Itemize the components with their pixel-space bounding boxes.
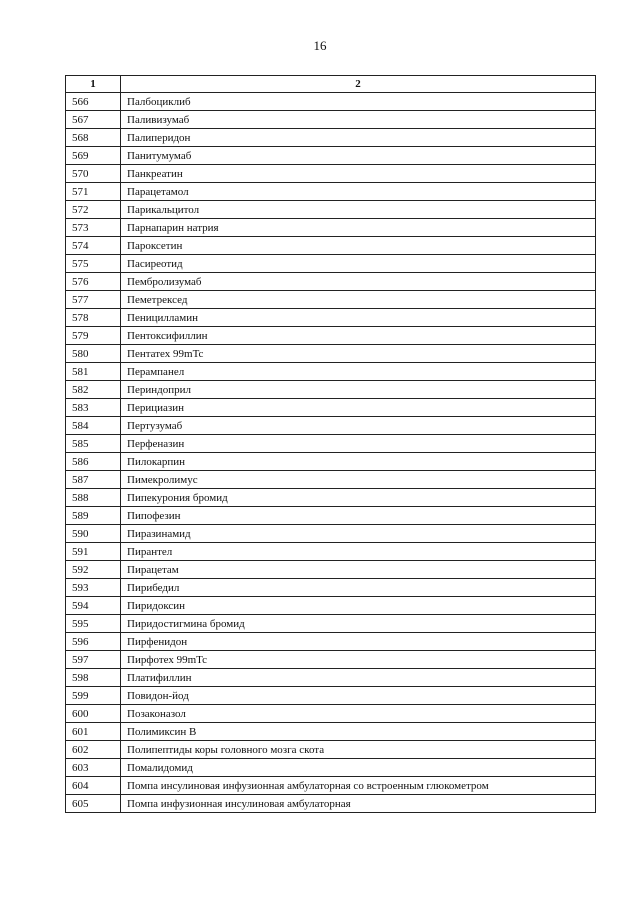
- row-number: 571: [66, 183, 121, 201]
- table-row: [66, 147, 596, 165]
- drug-name: Пирфотех 99mTc: [121, 651, 596, 669]
- table-row: [66, 507, 596, 525]
- drug-name: Парикальцитол: [121, 201, 596, 219]
- row-number: 592: [66, 561, 121, 579]
- row-number: 582: [66, 381, 121, 399]
- drug-name: Помалидомид: [121, 759, 596, 777]
- drug-name: Перампанел: [121, 363, 596, 381]
- row-number: 597: [66, 651, 121, 669]
- row-number: 570: [66, 165, 121, 183]
- drug-name: Палбоциклиб: [121, 93, 596, 111]
- table-row: [66, 129, 596, 147]
- table-row: [66, 489, 596, 507]
- table-row: [66, 273, 596, 291]
- drug-name: Перфеназин: [121, 435, 596, 453]
- drug-name: Периндоприл: [121, 381, 596, 399]
- table-row: [66, 399, 596, 417]
- table-row: [66, 291, 596, 309]
- row-number: 581: [66, 363, 121, 381]
- table-row: [66, 759, 596, 777]
- table-row: [66, 417, 596, 435]
- page-number: 16: [313, 38, 327, 53]
- row-number: 604: [66, 777, 121, 795]
- row-number: 602: [66, 741, 121, 759]
- drug-name: Пентатех 99mTc: [121, 345, 596, 363]
- row-number: 586: [66, 453, 121, 471]
- row-number: 583: [66, 399, 121, 417]
- drug-name: Перициазин: [121, 399, 596, 417]
- drug-name: Панкреатин: [121, 165, 596, 183]
- table-row: [66, 363, 596, 381]
- table-row: [66, 237, 596, 255]
- drug-name: Позаконазол: [121, 705, 596, 723]
- drug-name: Полипептиды коры головного мозга скота: [121, 741, 596, 759]
- row-number: 578: [66, 309, 121, 327]
- drug-name: Парнапарин натрия: [121, 219, 596, 237]
- row-number: 577: [66, 291, 121, 309]
- table-row: [66, 165, 596, 183]
- row-number: 601: [66, 723, 121, 741]
- table-row: [66, 381, 596, 399]
- row-number: 603: [66, 759, 121, 777]
- row-number: 567: [66, 111, 121, 129]
- table-row: [66, 687, 596, 705]
- table-row: [66, 777, 596, 795]
- row-number: 587: [66, 471, 121, 489]
- drug-name: Пирантел: [121, 543, 596, 561]
- row-number: 605: [66, 795, 121, 813]
- table-row: [66, 561, 596, 579]
- drug-name: Пилокарпин: [121, 453, 596, 471]
- table-row: [66, 525, 596, 543]
- row-number: 566: [66, 93, 121, 111]
- table-row: [66, 705, 596, 723]
- drug-name: Пипекурония бромид: [121, 489, 596, 507]
- drug-name: Полимиксин В: [121, 723, 596, 741]
- drug-name: Пасиреотид: [121, 255, 596, 273]
- row-number: 572: [66, 201, 121, 219]
- row-number: 599: [66, 687, 121, 705]
- drug-name: Пароксетин: [121, 237, 596, 255]
- table-row: [66, 435, 596, 453]
- table-row: [66, 615, 596, 633]
- table-row: [66, 255, 596, 273]
- row-number: 591: [66, 543, 121, 561]
- table-row: [66, 579, 596, 597]
- drug-name: Пеметрексед: [121, 291, 596, 309]
- row-number: 595: [66, 615, 121, 633]
- row-number: 598: [66, 669, 121, 687]
- table-row: [66, 669, 596, 687]
- table-row: [66, 201, 596, 219]
- table-row: [66, 111, 596, 129]
- drug-name: Повидон-йод: [121, 687, 596, 705]
- table-row: [66, 345, 596, 363]
- table-row: [66, 741, 596, 759]
- drug-name: Паливизумаб: [121, 111, 596, 129]
- drug-name: Помпа инсулиновая инфузионная амбулаторная со встроенным глюкометром: [121, 777, 596, 795]
- row-number: 590: [66, 525, 121, 543]
- drug-name: Пембролизумаб: [121, 273, 596, 291]
- drug-registry-table: [65, 75, 596, 813]
- drug-name: Пентоксифиллин: [121, 327, 596, 345]
- drug-name: Помпа инфузионная инсулиновая амбулаторная: [121, 795, 596, 813]
- table-header-row: [66, 76, 596, 93]
- drug-name: Пеницилламин: [121, 309, 596, 327]
- drug-name: Парацетамол: [121, 183, 596, 201]
- table-row: [66, 309, 596, 327]
- table-row: [66, 597, 596, 615]
- table-row: [66, 651, 596, 669]
- row-number: 593: [66, 579, 121, 597]
- row-number: 600: [66, 705, 121, 723]
- drug-name: Пимекролимус: [121, 471, 596, 489]
- row-number: 589: [66, 507, 121, 525]
- row-number: 569: [66, 147, 121, 165]
- drug-name: Пипофезин: [121, 507, 596, 525]
- table-row: [66, 93, 596, 111]
- row-number: 588: [66, 489, 121, 507]
- drug-name: Панитумумаб: [121, 147, 596, 165]
- drug-name: Пирацетам: [121, 561, 596, 579]
- row-number: 576: [66, 273, 121, 291]
- drug-name: Пирфенидон: [121, 633, 596, 651]
- table-body: [66, 93, 596, 813]
- drug-name: Пиридоксин: [121, 597, 596, 615]
- table-row: [66, 327, 596, 345]
- row-number: 568: [66, 129, 121, 147]
- table-row: [66, 543, 596, 561]
- column-header-number: 1: [66, 76, 121, 93]
- row-number: 574: [66, 237, 121, 255]
- drug-name: Пирибедил: [121, 579, 596, 597]
- row-number: 584: [66, 417, 121, 435]
- row-number: 585: [66, 435, 121, 453]
- drug-name: Палиперидон: [121, 129, 596, 147]
- row-number: 575: [66, 255, 121, 273]
- drug-name: Пиразинамид: [121, 525, 596, 543]
- row-number: 579: [66, 327, 121, 345]
- row-number: 580: [66, 345, 121, 363]
- column-header-name: 2: [121, 76, 596, 93]
- drug-name: Платифиллин: [121, 669, 596, 687]
- table-row: [66, 633, 596, 651]
- row-number: 573: [66, 219, 121, 237]
- table-row: [66, 795, 596, 813]
- table-row: [66, 183, 596, 201]
- row-number: 594: [66, 597, 121, 615]
- table-row: [66, 453, 596, 471]
- drug-name: Пиридостигмина бромид: [121, 615, 596, 633]
- table-row: [66, 723, 596, 741]
- table-row: [66, 471, 596, 489]
- table-row: [66, 219, 596, 237]
- row-number: 596: [66, 633, 121, 651]
- drug-name: Пертузумаб: [121, 417, 596, 435]
